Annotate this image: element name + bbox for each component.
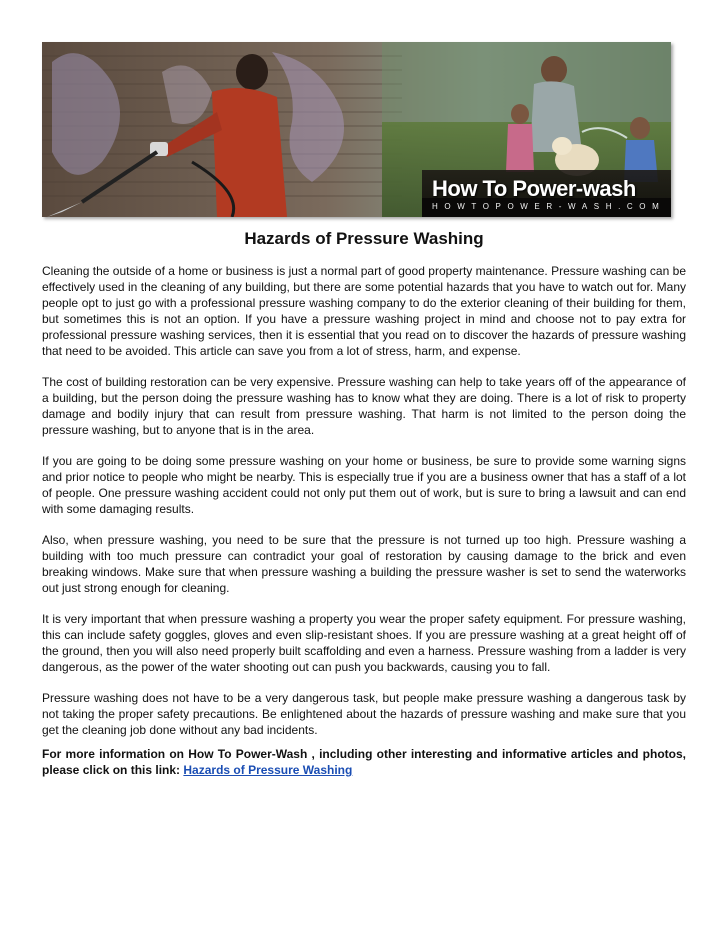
paragraph-5: It is very important that when pressure washing a property you wear the proper safety equipment. For pressure washing, this can include safety goggles, gloves and even slip-resistant shoes. If you are pressure washing at a great height off of the ground, then you will also need properly built scaffolding and even a harness. Pressure washing from a ladder is very dangerous, as the power of the water shooting out can push you backwards, causing you to fall.	[42, 612, 686, 674]
paragraph-4: Also, when pressure washing, you need to be sure that the pressure is not turned up too high. Pressure washing a building with too much pressure can contradict your goal of restoration by causing damage to the brick and even breaking windows. Make sure that when pressure washing a building the pressure washer is set to send the waterworks out just strong enough for cleaning.	[42, 533, 686, 595]
paragraph-3: If you are going to be doing some pressure washing on your home or business, be sure to provide some warning signs and prior notice to people who might be nearby. This is especially true if you are a business owner that has a staff of a lot of people. One pressure washing accident could not only put them out of work, but is sure to bring a lawsuit and can end with some damaging results.	[42, 454, 686, 516]
article-title: Hazards of Pressure Washing	[244, 229, 484, 248]
paragraph-2: The cost of building restoration can be very expensive. Pressure washing can help to take years off of the appearance of a building, but the person doing the pressure washing has to know what they are doing. There is a lot of risk to property damage and bodily injury that can result from pressure washing. That harm is not limited to the person doing the pressure washing, but to anyone that is in the area.	[42, 375, 686, 437]
footer-note	[42, 746, 686, 778]
hazards-link[interactable]: Hazards of Pressure Washing	[183, 763, 353, 777]
site-logo-url: HOWTOPOWER-WASH.COM	[432, 202, 666, 211]
paragraph-1: Cleaning the outside of a home or business is just a normal part of good property maintenance. Pressure washing can be effectively used in the cleaning of any building, but there are some potential hazards that you have to watch out for. Many people opt to just go with a professional pressure washing company to do the exterior cleaning of their building for them, but sometimes this is not an option. If you have a pressure washing project in mind and choose not to pay extra for professional pressure washing services, then it is essential that you read on to discover the hazards of pressure washing that need to be avoided. This article can save you from a lot of stress, harm, and expense.	[42, 264, 686, 358]
header-banner	[42, 42, 671, 217]
footer-text: For more information on How To Power-Wash , including other interesting and informative articles and photos, please click on this link:	[42, 747, 686, 777]
site-logo-title: How To Power-wash	[432, 176, 636, 201]
article-body	[42, 263, 686, 793]
paragraph-6: Pressure washing does not have to be a very dangerous task, but people make pressure washing a dangerous task by not taking the proper safety precautions. Be enlightened about the hazards of pressure washing and make sure that you get the cleaning job done without any bad incidents.	[42, 691, 686, 737]
